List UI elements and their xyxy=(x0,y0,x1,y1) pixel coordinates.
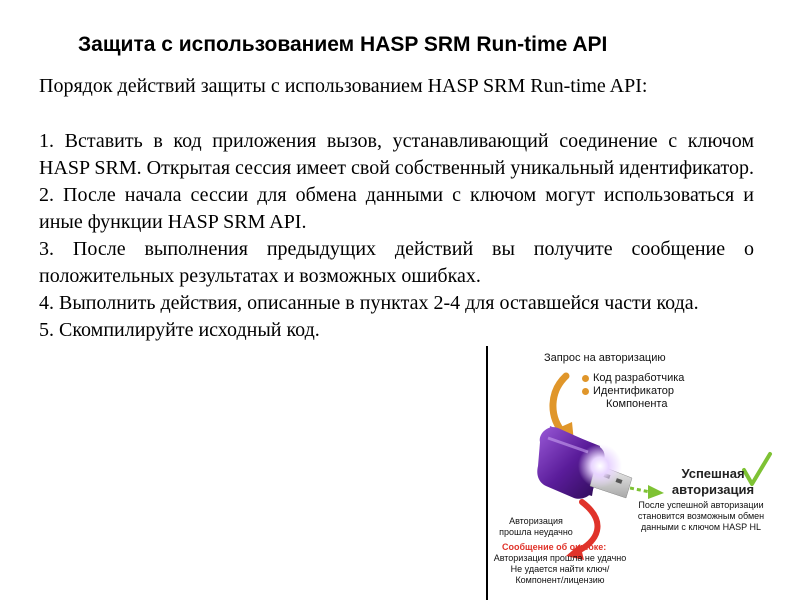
success-description: После успешной авторизации становится возможным обмен данными с ключом HASP HL xyxy=(637,500,765,532)
hasp-authorization-figure xyxy=(488,346,800,600)
intro-text: Порядок действий защиты с использованием HASP SRM Run-time API: xyxy=(39,75,648,97)
request-item-developer-code: Код разработчика xyxy=(593,372,685,384)
success-title: Успешная авторизация xyxy=(671,466,755,497)
error-title: Сообщение об ошибке: xyxy=(502,542,607,552)
step-2: 2. После начала сессии для обмена данными с ключом могут использоваться и иные функции HASP SRM API. xyxy=(39,184,754,233)
error-description: Авторизация прошла не удачно Не удается найти ключ/Компонент/лицензию xyxy=(493,553,627,585)
request-arrow xyxy=(553,376,566,434)
usb-key-icon xyxy=(537,426,632,499)
request-item-component: Компонента xyxy=(606,398,668,410)
step-5: 5. Скомпилируйте исходный код. xyxy=(39,319,320,341)
step-4: 4. Выполнить действия, описанные в пунктах 2-4 для оставшейся части кода. xyxy=(39,292,699,314)
step-3: 3. После выполнения предыдущих действий вы получите сообщение о положительных результатах и возможных ошибках. xyxy=(39,238,754,287)
step-1: 1. Вставить в код приложения вызов, устанавливающий соединение с ключом HASP SRM. Открытая сессия имеет свой собственный уникальный идентификатор. xyxy=(39,130,754,179)
request-item-identifier: Идентификатор xyxy=(593,385,674,397)
page-title: Защита с использованием HASP SRM Run-time API xyxy=(78,33,608,56)
steps-list xyxy=(39,128,754,344)
failure-label: Авторизация прошла неудачно xyxy=(499,516,573,537)
request-label: Запрос на авторизацию xyxy=(544,352,666,364)
